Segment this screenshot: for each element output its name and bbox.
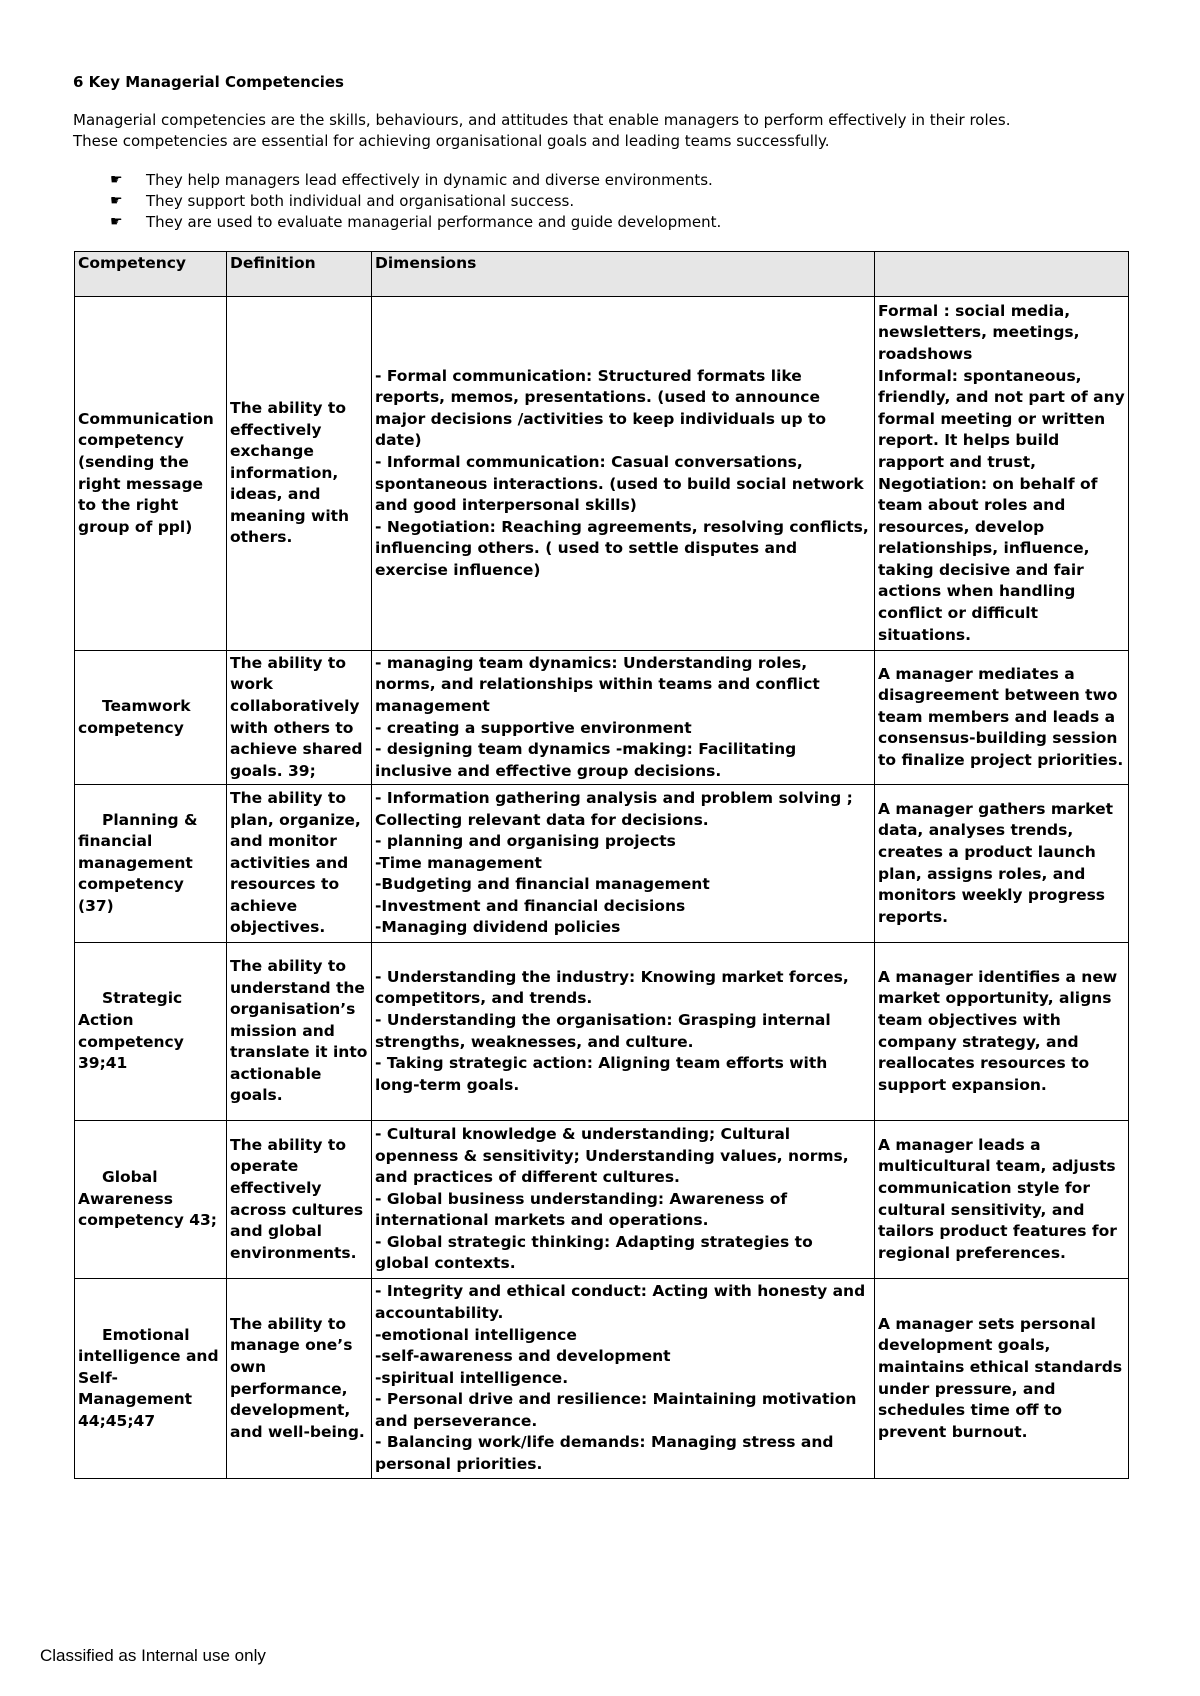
table-header-row [75,252,1129,297]
dimension-item: -emotional intelligence [375,1325,577,1344]
example-cell [875,651,1129,785]
table-row [75,297,1129,651]
competency-label: Strategic Action competency 39;41 [78,989,184,1073]
competency-cell [75,785,227,943]
bullet-item [110,212,721,233]
dimension-item: - Global strategic thinking: Adapting strategies to global contexts. [375,1232,813,1273]
definition-cell: The ability to work collaboratively with others to achieve shared goals. 39; [227,651,372,785]
pointing-hand-icon: ☛ [110,193,123,209]
dimension-item: - Understanding the organisation: Grasping internal strengths, weaknesses, and culture. [375,1010,831,1051]
dimension-item: - Negotiation: Reaching agreements, resolving conflicts, influencing others. ( used to settle disputes and exercise influence) [375,517,869,579]
competency-cell [75,1121,227,1279]
definition-cell: The ability to plan, organize, and monitor activities and resources to achieve objectives. [227,785,372,943]
dimension-item: - Global business understanding: Awareness of international markets and operations. [375,1189,788,1230]
dimension-item: -Managing dividend policies [375,918,621,937]
pointing-hand-icon: ☛ [110,172,123,188]
dimensions-cell [372,1279,875,1479]
table-row [75,1279,1129,1479]
dimension-item: - Understanding the industry: Knowing market forces, competitors, and trends. [375,967,849,1008]
dimensions-cell [372,651,875,785]
example-item: A manager identifies a new market opportunity, aligns team objectives with company strategy, and reallocates resources to support expansion. [878,967,1118,1094]
header-dimensions: Dimensions [372,252,875,297]
competency-label: Teamwork competency [78,696,191,737]
header-example [875,252,1129,297]
dimensions-cell [372,943,875,1121]
dimension-item: -Time management [375,853,542,872]
dimension-item: - Information gathering analysis and problem solving ; Collecting relevant data for decisions. [375,788,853,829]
dimension-item: -spiritual intelligence. [375,1368,569,1387]
intro-line: Managerial competencies are the skills, behaviours, and attitudes that enable managers to perform effectively in their roles. [73,111,1011,129]
dimension-item: - Cultural knowledge & understanding; Cultural openness & sensitivity; Understanding values, norms, and practices of different cultures. [375,1124,849,1187]
dimensions-cell [372,785,875,943]
bullet-item [110,191,721,212]
example-cell [875,943,1129,1121]
intro-paragraph [73,110,1153,152]
dimension-item: -self-awareness and development [375,1347,671,1366]
header-definition: Definition [227,252,372,297]
bullet-text: They support both individual and organisational success. [146,192,575,210]
definition-cell: The ability to manage one’s own performance, development, and well-being. [227,1279,372,1479]
definition-cell: The ability to operate effectively across cultures and global environments. [227,1121,372,1279]
bullet-item [110,170,721,191]
dimension-item: - designing team dynamics -making: Facilitating inclusive and effective group decisions. [375,740,797,780]
competency-label: Global Awareness competency 43; [78,1168,218,1230]
dimension-item: - Formal communication: Structured formats like reports, memos, presentations. (used to announce major decisions /activities to keep individuals up to date) [375,366,827,450]
dimension-item: -Budgeting and financial management [375,875,710,894]
competency-table [74,251,1129,1479]
definition-cell: The ability to effectively exchange information, ideas, and meaning with others. [227,297,372,651]
table-row [75,785,1129,943]
bullet-text: They help managers lead effectively in dynamic and diverse environments. [146,171,713,189]
example-cell [875,1279,1129,1479]
example-item: A manager leads a multicultural team, adjusts communication style for cultural sensitivity, and tailors product features for regional preferences. [878,1135,1117,1262]
definition-cell: The ability to understand the organisation’s mission and translate it into actionable goals. [227,943,372,1121]
example-item: Formal : social media, newsletters, meetings, roadshows [878,301,1080,363]
dimensions-cell [372,297,875,651]
example-item: A manager sets personal development goals, maintains ethical standards under pressure, and schedules time off to prevent burnout. [878,1314,1123,1441]
dimension-item: - planning and organising projects [375,832,676,851]
example-item: Negotiation: on behalf of team about roles and resources, develop relationships, influence, taking decisive and fair actions when handling conflict or difficult situations. [878,474,1098,644]
pointing-hand-icon: ☛ [110,214,123,230]
dimension-item: - Balancing work/life demands: Managing stress and personal priorities. [375,1433,834,1474]
table-row [75,1121,1129,1279]
dimension-item: - Informal communication: Casual conversations, spontaneous interactions. (used to build social network and good interpersonal skills) [375,452,864,515]
example-cell [875,297,1129,651]
dimension-item: - managing team dynamics: Understanding roles, norms, and relationships within teams and conflict management [375,653,820,715]
dimension-item: - Personal drive and resilience: Maintaining motivation and perseverance. [375,1390,857,1430]
competency-label: Emotional intelligence and Self-Management 44;45;47 [78,1325,219,1430]
competency-cell [75,943,227,1121]
competency-cell: Communication competency (sending the right message to the right group of ppl) [75,297,227,651]
dimension-item: - creating a supportive environment [375,718,692,737]
example-cell [875,1121,1129,1279]
page-title: 6 Key Managerial Competencies [73,73,344,91]
dimensions-cell [372,1121,875,1279]
table-row [75,651,1129,785]
example-cell [875,785,1129,943]
header-competency: Competency [75,252,227,297]
classification-footer: Classified as Internal use only [40,1646,266,1665]
dimension-item: - Taking strategic action: Aligning team efforts with long-term goals. [375,1054,828,1094]
bullet-list [110,170,721,233]
table-row [75,943,1129,1121]
example-item: A manager gathers market data, analyses trends, creates a product launch plan, assigns roles, and monitors weekly progress reports. [878,799,1113,926]
dimension-item: -Investment and financial decisions [375,896,686,915]
competency-cell [75,651,227,785]
dimension-item: - Integrity and ethical conduct: Acting with honesty and accountability. [375,1282,866,1322]
bullet-text: They are used to evaluate managerial performance and guide development. [146,213,722,231]
competency-label: Planning & financial management competency (37) [78,810,198,915]
intro-line: These competencies are essential for achieving organisational goals and leading teams successfully. [73,132,830,150]
example-item: Informal: spontaneous, friendly, and not part of any formal meeting or written report. It helps build rapport and trust, [878,366,1125,471]
competency-cell [75,1279,227,1479]
example-item: A manager mediates a disagreement between two team members and leads a consensus-building session to finalize project priorities. [878,664,1124,769]
